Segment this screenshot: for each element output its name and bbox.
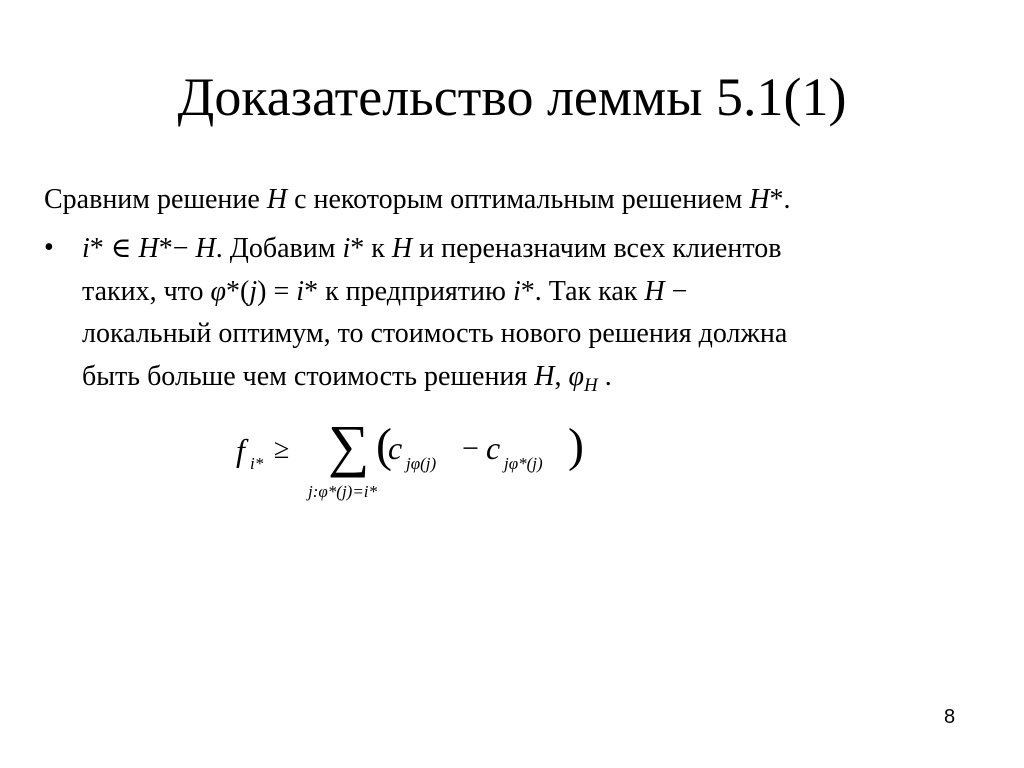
formula-sum-limit: j:φ*(j)=i* <box>308 482 378 501</box>
bullet-line-1: i* ∈ H*− H. Добавим i* к H и переназначим всех клиентов <box>82 233 782 264</box>
bullet-text <box>82 228 962 407</box>
formula-c1: c <box>388 430 403 466</box>
formula-c2-subscript: jφ*(j) <box>504 454 543 473</box>
slide-title: Доказательство леммы 5.1(1) <box>177 67 847 127</box>
formula-f: f <box>236 432 245 468</box>
page-number: 8 <box>944 706 956 728</box>
formula-sum-sign: ∑ <box>328 413 370 478</box>
bullet-mark: • <box>44 232 54 263</box>
formula-minus: − <box>462 432 479 465</box>
bullet-line-3: локальный оптимум, то стоимость нового решения должна <box>82 318 788 349</box>
formula-paren-close: ) <box>568 419 584 472</box>
intro-text: Сравним решение H с некоторым оптимальным решением H*. <box>44 184 791 215</box>
formula-f-subscript: i* <box>250 454 264 473</box>
formula-paren-open: ( <box>376 419 392 472</box>
bullet-line-2: таких, что φ*(j) = i* к предприятию i*. Так как H − <box>82 275 688 307</box>
formula-c2: c <box>486 430 501 466</box>
bullet-line-4: быть больше чем стоимость решения H, $\varphi_H$ . <box>82 360 612 396</box>
formula <box>230 413 610 510</box>
formula-c1-subscript: jφ(j) <box>406 454 437 473</box>
formula-geq: ≥ <box>274 434 290 465</box>
